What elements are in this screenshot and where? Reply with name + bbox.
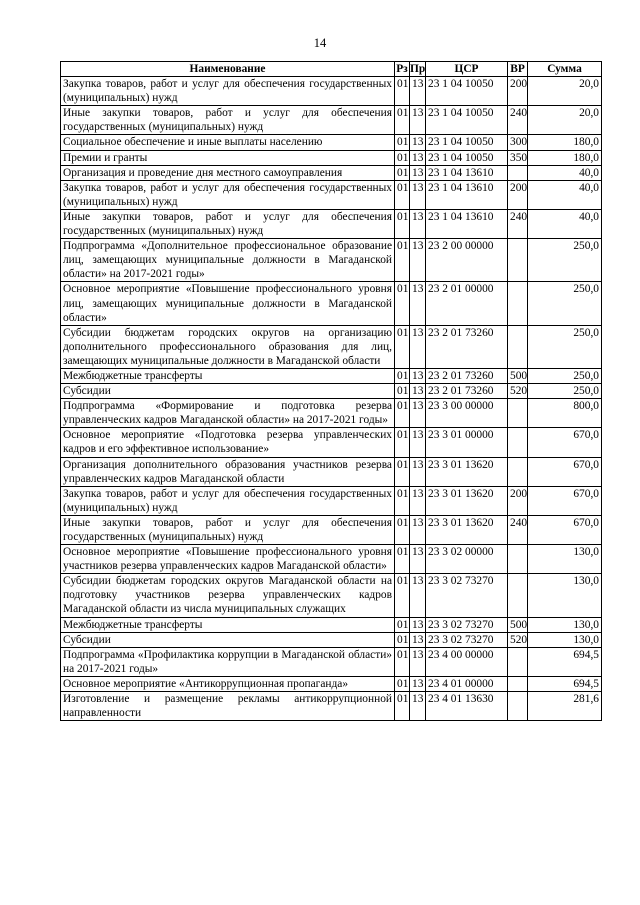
row-vr: 200 [508,77,528,106]
table-row [61,135,602,150]
row-sum: 40,0 [528,165,602,180]
row-csr: 23 1 04 10050 [426,106,508,135]
row-csr: 23 2 00 00000 [426,239,508,282]
row-pr: 13 [410,545,426,574]
row-rz: 01 [395,384,410,399]
row-vr: 200 [508,180,528,209]
row-sum: 670,0 [528,457,602,486]
row-rz: 01 [395,135,410,150]
row-name: Субсидии бюджетам городских округов на организацию дополнительного профессионального образования для лиц, замещающих муниципальные должности в Магаданской области [61,325,395,368]
row-sum: 670,0 [528,428,602,457]
row-sum: 180,0 [528,135,602,150]
row-vr: 520 [508,632,528,647]
row-rz: 01 [395,486,410,515]
row-vr [508,545,528,574]
row-rz: 01 [395,239,410,282]
row-sum: 130,0 [528,632,602,647]
table-row [61,384,602,399]
row-vr [508,399,528,428]
row-vr: 500 [508,368,528,383]
table-row [61,457,602,486]
row-pr: 13 [410,676,426,691]
row-name: Изготовление и размещение рекламы антикоррупционной направленности [61,692,395,721]
row-pr: 13 [410,239,426,282]
table-row [61,692,602,721]
row-pr: 13 [410,515,426,544]
row-csr: 23 1 04 13610 [426,180,508,209]
row-pr: 13 [410,325,426,368]
row-csr: 23 2 01 73260 [426,384,508,399]
row-pr: 13 [410,428,426,457]
row-vr [508,692,528,721]
header-pr: Пр [410,63,426,75]
row-name: Социальное обеспечение и иные выплаты населению [61,135,395,150]
row-vr [508,239,528,282]
table-row [61,209,602,238]
row-vr: 240 [508,106,528,135]
row-csr: 23 4 01 00000 [426,676,508,691]
table-row [61,632,602,647]
row-rz: 01 [395,368,410,383]
row-sum: 130,0 [528,545,602,574]
row-sum: 281,6 [528,692,602,721]
row-rz: 01 [395,676,410,691]
row-pr: 13 [410,647,426,676]
row-vr [508,282,528,325]
row-sum: 250,0 [528,368,602,383]
row-csr: 23 2 01 73260 [426,368,508,383]
row-csr: 23 3 01 13620 [426,486,508,515]
table-row [61,676,602,691]
row-name: Межбюджетные трансферты [61,617,395,632]
row-name: Подпрограмма «Формирование и подготовка резерва управленческих кадров Магаданской области» на 2017-2021 годы» [61,399,395,428]
row-name: Подпрограмма «Профилактика коррупции в Магаданской области» на 2017-2021 годы» [61,647,395,676]
row-csr: 23 3 02 73270 [426,574,508,617]
table-row [61,150,602,165]
row-csr: 23 3 01 13620 [426,457,508,486]
row-csr: 23 3 01 00000 [426,428,508,457]
row-rz: 01 [395,574,410,617]
table-row [61,545,602,574]
table-row [61,486,602,515]
row-csr: 23 1 04 10050 [426,77,508,106]
row-sum: 250,0 [528,282,602,325]
table-row [61,282,602,325]
table-row [61,106,602,135]
row-vr [508,574,528,617]
row-name: Организация дополнительного образования участников резерва управленческих кадров Магаданской области [61,457,395,486]
row-rz: 01 [395,165,410,180]
row-pr: 13 [410,486,426,515]
budget-table [60,61,602,721]
row-pr: 13 [410,399,426,428]
row-sum: 694,5 [528,676,602,691]
row-rz: 01 [395,399,410,428]
row-name: Основное мероприятие «Повышение профессионального уровня лиц, замещающих муниципальные должности в Магаданской области» [61,282,395,325]
row-csr: 23 1 04 13610 [426,165,508,180]
row-pr: 13 [410,165,426,180]
table-row [61,574,602,617]
row-rz: 01 [395,180,410,209]
row-sum: 20,0 [528,77,602,106]
row-csr: 23 3 01 13620 [426,515,508,544]
row-csr: 23 3 02 73270 [426,632,508,647]
row-csr: 23 4 00 00000 [426,647,508,676]
row-sum: 250,0 [528,239,602,282]
header-vr: ВР [508,62,528,77]
row-name: Организация и проведение дня местного самоуправления [61,165,395,180]
row-rz: 01 [395,617,410,632]
row-sum: 670,0 [528,515,602,544]
row-rz: 01 [395,282,410,325]
header-rz: Рз [396,63,408,75]
row-sum: 670,0 [528,486,602,515]
row-vr [508,165,528,180]
row-pr: 13 [410,106,426,135]
row-name: Подпрограмма «Дополнительное профессиональное образование лиц, замещающих муниципальные должности в Магаданской области» на 2017-2021 годы» [61,239,395,282]
row-rz: 01 [395,77,410,106]
row-pr: 13 [410,632,426,647]
row-rz: 01 [395,428,410,457]
row-csr: 23 1 04 13610 [426,209,508,238]
row-csr: 23 3 02 00000 [426,545,508,574]
row-rz: 01 [395,325,410,368]
table-row [61,325,602,368]
row-csr: 23 2 01 00000 [426,282,508,325]
row-sum: 20,0 [528,106,602,135]
row-pr: 13 [410,282,426,325]
row-rz: 01 [395,647,410,676]
row-pr: 13 [410,574,426,617]
row-pr: 13 [410,692,426,721]
row-name: Субсидии [61,632,395,647]
row-vr: 200 [508,486,528,515]
table-row [61,428,602,457]
row-sum: 694,5 [528,647,602,676]
row-pr: 13 [410,180,426,209]
row-name: Основное мероприятие «Подготовка резерва управленческих кадров и его эффективное использование» [61,428,395,457]
row-vr: 300 [508,135,528,150]
row-rz: 01 [395,692,410,721]
row-pr: 13 [410,457,426,486]
row-pr: 13 [410,617,426,632]
table-row [61,647,602,676]
row-sum: 40,0 [528,209,602,238]
row-pr: 13 [410,77,426,106]
row-name: Закупка товаров, работ и услуг для обеспечения государственных (муниципальных) нужд [61,486,395,515]
row-vr [508,647,528,676]
table-row [61,239,602,282]
row-sum: 130,0 [528,617,602,632]
row-csr: 23 4 01 13630 [426,692,508,721]
row-name: Субсидии бюджетам городских округов Магаданской области на подготовку участников резерва управленческих кадров Магаданской области из числа муниципальных служащих [61,574,395,617]
table-header-row [61,62,602,77]
row-name: Субсидии [61,384,395,399]
row-rz: 01 [395,209,410,238]
row-name: Иные закупки товаров, работ и услуг для обеспечения государственных (муниципальных) нужд [61,209,395,238]
row-vr: 520 [508,384,528,399]
row-name: Основное мероприятие «Антикоррупционная пропаганда» [61,676,395,691]
row-name: Премии и гранты [61,150,395,165]
row-sum: 800,0 [528,399,602,428]
row-vr [508,325,528,368]
row-vr: 240 [508,515,528,544]
row-rz: 01 [395,632,410,647]
row-csr: 23 3 02 73270 [426,617,508,632]
row-sum: 250,0 [528,384,602,399]
row-csr: 23 3 00 00000 [426,399,508,428]
row-vr [508,457,528,486]
row-name: Межбюджетные трансферты [61,368,395,383]
table-row [61,77,602,106]
row-name: Закупка товаров, работ и услуг для обеспечения государственных (муниципальных) нужд [61,77,395,106]
row-pr: 13 [410,368,426,383]
row-name: Иные закупки товаров, работ и услуг для обеспечения государственных (муниципальных) нужд [61,515,395,544]
row-sum: 130,0 [528,574,602,617]
table-row [61,515,602,544]
row-sum: 250,0 [528,325,602,368]
row-sum: 180,0 [528,150,602,165]
page-number: 14 [313,36,327,50]
table-row [61,180,602,209]
row-rz: 01 [395,515,410,544]
row-name: Закупка товаров, работ и услуг для обеспечения государственных (муниципальных) нужд [61,180,395,209]
row-vr: 350 [508,150,528,165]
table-body [61,77,602,721]
row-rz: 01 [395,150,410,165]
table-row [61,399,602,428]
row-vr: 500 [508,617,528,632]
row-sum: 40,0 [528,180,602,209]
row-vr [508,428,528,457]
row-vr: 240 [508,209,528,238]
header-csr: ЦСР [426,62,508,77]
row-rz: 01 [395,545,410,574]
row-rz: 01 [395,457,410,486]
row-csr: 23 2 01 73260 [426,325,508,368]
row-pr: 13 [410,135,426,150]
row-vr [508,676,528,691]
table-row [61,165,602,180]
row-pr: 13 [410,384,426,399]
header-sum: Сумма [528,62,602,77]
table-row [61,368,602,383]
row-pr: 13 [410,150,426,165]
header-name: Наименование [61,62,395,77]
row-rz: 01 [395,106,410,135]
row-name: Основное мероприятие «Повышение профессионального уровня участников резерва управленческих кадров Магаданской области» [61,545,395,574]
table-row [61,617,602,632]
row-pr: 13 [410,209,426,238]
row-csr: 23 1 04 10050 [426,150,508,165]
row-csr: 23 1 04 10050 [426,135,508,150]
row-name: Иные закупки товаров, работ и услуг для обеспечения государственных (муниципальных) нужд [61,106,395,135]
